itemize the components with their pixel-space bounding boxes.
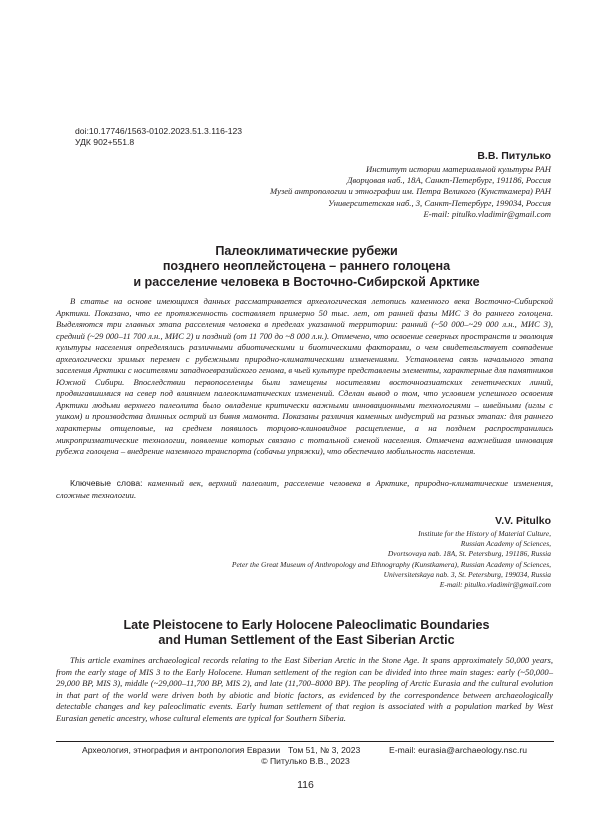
affiliation-line: Dvortsovaya nab. 18A, St. Petersburg, 191186, Russia <box>387 549 551 559</box>
article-title-ru <box>55 244 558 290</box>
copyright: © Питулько В.В., 2023 <box>261 756 350 766</box>
affiliation-line: Институт истории материальной культуры РАН <box>365 164 551 174</box>
journal-name: Археология, этнография и антропология Евразии <box>82 745 281 755</box>
journal-email: E-mail: eurasia@archaeology.nsc.ru <box>389 745 528 755</box>
affiliation-line: Russian Academy of Sciences, <box>460 539 551 549</box>
abstract-ru: В статье на основе имеющихся данных рассматривается археологическая летопись каменного века Восточно-Сибирской Арктики. Показано, что ее протяженность составляет примерно 50 тыс. лет, от ранней фазы МИС 3 до раннего голоцена. Выделяются три главных этапа расселения человека в пределах указанной территории: ранний (~50 000–~29 000 л.н., МИС 3), средний (~29 000–11 700 л.н., МИС 2) и поздний (от 11 700 до ~8 000 л.н.). Отмечено, что освоение северных пространств и эволюция культуры населения определялись различными абиотическими и биотическими факторами, о чем свидетельствует совпадение археологически зримых перемен с рубежными природно-климатическими изменениями. Установлена связь начального этапа заселения Арктики с носителями западноевразийского генома, в чьей культуре представлены элементы, характерные для памятников Южной Сибири. Впоследствии первопоселенцы были замещены носителями восточноазиатских генетических линий, продвигавшимися на север под влиянием палеоклиматических изменений. Сделан вывод о том, что условием успешного освоения Арктики людьми верхнего палеолита было овладение критически важными инновационными технологиями – швейными (иглы с ушком) и производства длинных острий из бивня мамонта. Показаны различия каменных индустрий на разных этапах: для раннего характерны отщеповые, на среднем появилось торцово-клиновидное расщепление, а на позднем распространились микропризматические технологии, появление которых связано с тотальной сменой населения. Отмечена важнейшая инновация рубежа голоцена – внедрение наземного транспорта (собачьи упряжки), что обеспечило мобильность населения. <box>56 296 553 457</box>
affiliation-line: Universitetskaya nab. 3, St. Petersburg, 199034, Russia <box>383 569 551 579</box>
author-name-en: V.V. Pitulko <box>495 515 551 527</box>
title-line: позднего неоплейстоцена – раннего голоцена <box>162 259 451 274</box>
affiliation-line: Университетская наб., 3, Санкт-Петербург, 199034, Россия <box>328 197 551 208</box>
author-email-en: E-mail: pitulko.vladimir@gmail.com <box>439 580 551 590</box>
keywords-text: каменный век, верхний палеолит, расселение человека в Арктике, природно-климатические изменения, сложные технологии. <box>56 478 553 500</box>
author-block-en <box>232 515 551 590</box>
keywords-label: Ключевые слова: <box>70 478 143 488</box>
affiliation-line: Peter the Great Museum of Anthropology and Ethnography (Kunstkamera), Russian Academy of Sciences, <box>231 559 551 569</box>
author-name-ru: В.В. Питулько <box>477 150 551 162</box>
keywords-ru <box>56 478 553 501</box>
title-line: Палеоклиматические рубежи <box>215 244 398 258</box>
author-block-ru <box>270 150 551 220</box>
doi: doi:10.17746/1563-0102.2023.51.3.116-123 <box>75 126 243 136</box>
udk-code: УДК 902+551.8 <box>75 137 135 147</box>
affiliation-line: Institute for the History of Material Culture, <box>418 529 551 538</box>
article-title-en <box>55 618 558 649</box>
footer-divider <box>56 741 554 742</box>
volume-issue: Том 51, № 3, 2023 <box>288 745 361 755</box>
title-line: Late Pleistocene to Early Holocene Paleoclimatic Boundaries <box>123 618 490 632</box>
author-email-ru: E-mail: pitulko.vladimir@gmail.com <box>423 208 551 219</box>
abstract-en: This article examines archaeological records relating to the East Siberian Arctic in the Stone Age. It spans approximately 50,000 years, from the early stage of MIS 3 to the Early Holocene. Human settlement of the region can be divided into three main stages: early (~50,000–29,000 BP, MIS 3), middle (~29,000–11,700 BP, MIS 2), and late (11,700–8000 BP). The peopling of Arctic Eurasia and the cultural evolution in that part of the world were driven both by abiotic and biotic factors, as evidenced by the correspondence between archaeologically detectable changes and key paleoclimatic events. Early human settlement of that region is associated with a population marked by West Eurasian genetic ancestry, whose cultural elements are typical for Southern Siberia. <box>56 655 553 723</box>
title-line: и расселение человека в Восточно-Сибирской Арктике <box>133 274 480 289</box>
title-line: and Human Settlement of the East Siberian Arctic <box>158 633 455 648</box>
affiliation-line: Музей антропологии и этнографии им. Петра Великого (Кунсткамера) РАН <box>270 186 551 197</box>
page-number: 116 <box>297 779 314 791</box>
affiliation-line: Дворцовая наб., 18А, Санкт-Петербург, 191186, Россия <box>347 175 551 186</box>
